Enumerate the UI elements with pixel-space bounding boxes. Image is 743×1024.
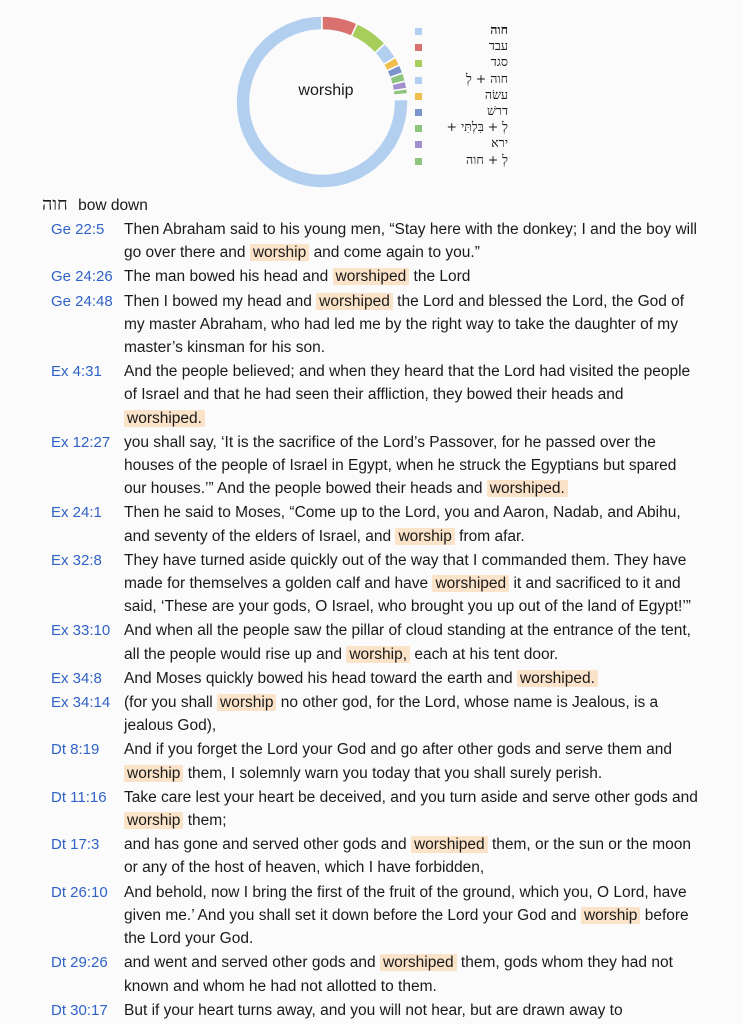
legend-item-2[interactable] [412, 54, 512, 70]
legend-swatch [415, 141, 422, 148]
verse-text-segment: it and sacrificed to it and said, ‘These are your gods, O Israel, who brought you up out of the land of Egypt!’” [124, 575, 691, 616]
verse-reference-link[interactable]: Ex 12:27 [51, 433, 111, 451]
legend-swatch [415, 109, 422, 116]
verse-text-segment: Then he said to Moses, “Come up to the Lord, you and Aaron, Nadab, and Abihu, and seventy of the elders of Israel, and [124, 504, 681, 545]
legend-label: עבד [488, 38, 508, 54]
legend-swatch [415, 44, 422, 51]
highlighted-term: worshiped [380, 954, 457, 971]
donut-center-label: worship [298, 82, 354, 99]
verse-text [124, 881, 702, 951]
verse-text [124, 265, 702, 288]
verse-reference-link[interactable]: Ge 24:48 [51, 292, 113, 310]
legend-item-8[interactable] [412, 152, 512, 168]
verse-row [0, 360, 743, 430]
verse-text-segment: the Lord [413, 268, 471, 286]
verse-reference-link[interactable]: Dt 26:10 [51, 883, 108, 901]
verse-text-segment: And Moses quickly bowed his head toward the earth and [124, 669, 513, 687]
verse-text [124, 738, 702, 784]
verse-text [124, 549, 702, 619]
lemma-hebrew: חוה [42, 194, 68, 215]
verse-reference-link[interactable]: Ex 32:8 [51, 551, 102, 569]
verse-row [0, 501, 743, 547]
verse-text [124, 290, 702, 360]
legend-label: סגד [490, 54, 508, 70]
legend-item-3[interactable] [412, 71, 512, 87]
verse-reference-link[interactable]: Ex 34:8 [51, 669, 102, 687]
highlighted-term: worship [581, 907, 640, 924]
verse-text-segment: And behold, now I bring the first of the fruit of the ground, which you, O Lord, have given me.’ And you shall set it down before the Lord your God and [124, 883, 687, 924]
verse-text [124, 360, 702, 430]
verse-text [124, 218, 702, 264]
verse-text-segment: Take care lest your heart be deceived, and you turn aside and serve other gods and [124, 788, 698, 806]
highlighted-term: worshiped. [124, 410, 205, 427]
legend-label: דרשׁ [486, 102, 508, 118]
verse-row [0, 218, 743, 264]
verse-text [124, 501, 702, 547]
verse-row [0, 881, 743, 951]
legend-label: חוה [490, 22, 508, 37]
verse-text-segment: you shall say, ‘It is the sacrifice of the Lord’s Passover, for he passed over the houses of the people of Israel in Egypt, when he struck the Egyptians but spared our houses.’” And the people bowed their heads and [124, 433, 677, 498]
verse-text-segment: the Lord and blessed the Lord, the God of my master Abraham, who had led me by the right way to take the daughter of my master’s kinsman for his son. [124, 292, 685, 357]
donut-slice-1[interactable] [322, 16, 357, 36]
legend-item-7[interactable] [412, 135, 512, 151]
chart-legend [412, 22, 512, 168]
verse-row [0, 431, 743, 501]
verse-row [0, 951, 743, 997]
verse-text-segment: Then Abraham said to his young men, “Stay here with the donkey; I and the boy will go over there and [124, 221, 697, 262]
legend-swatch [415, 125, 422, 132]
lemma-section-header [42, 194, 148, 216]
highlighted-term: worshiped [333, 268, 410, 285]
highlighted-term: worship [124, 765, 183, 782]
verse-reference-link[interactable]: Ex 24:1 [51, 504, 102, 522]
legend-label: לְ + חוה [465, 151, 508, 167]
verse-text [124, 691, 702, 737]
verse-text-segment: They have turned aside quickly out of the way that I commanded them. They have made for themselves a golden calf and have [124, 551, 687, 593]
verse-text-segment: (for you shall [124, 694, 213, 712]
verse-reference-link[interactable]: Ex 4:31 [51, 363, 102, 381]
legend-label: חוה + לְ [465, 70, 508, 86]
legend-item-0[interactable] [412, 22, 512, 38]
highlighted-term: worship [217, 694, 276, 711]
verse-reference-link[interactable]: Ex 34:14 [51, 694, 111, 712]
verse-text-segment: and come again to you.” [313, 244, 480, 262]
verse-text-segment: before the Lord your God. [124, 906, 689, 948]
verse-text-segment: Then I bowed my head and [124, 292, 312, 310]
legend-item-1[interactable] [412, 38, 512, 54]
verse-text-segment: no other god, for the Lord, whose name is Jealous, is a jealous God), [124, 694, 659, 735]
verse-reference-link[interactable]: Dt 30:17 [51, 1001, 108, 1019]
verse-reference-link[interactable]: Dt 8:19 [51, 741, 100, 759]
verse-reference-link[interactable]: Dt 29:26 [51, 954, 108, 972]
highlighted-term: worship, [346, 646, 410, 663]
highlighted-term: worshiped [316, 293, 393, 310]
legend-label: עשׂה [484, 86, 508, 102]
usage-chart [0, 0, 743, 192]
legend-item-6[interactable] [412, 119, 512, 135]
legend-swatch [415, 93, 422, 100]
highlighted-term: worshiped. [517, 670, 598, 687]
highlighted-term: worshiped [411, 836, 488, 853]
verse-text-segment: And the people believed; and when they heard that the Lord had visited the people of Israel and that he had seen their affliction, they bowed their heads and [124, 363, 691, 404]
legend-label: לְ + בִּלְתִּי + [446, 119, 508, 135]
verse-text [124, 786, 702, 832]
verse-text [124, 667, 702, 690]
verse-text-segment: and went and served other gods and [124, 954, 376, 972]
legend-item-5[interactable] [412, 103, 512, 119]
verse-row [0, 833, 743, 879]
verse-row [0, 619, 743, 665]
highlighted-term: worshiped. [487, 480, 568, 497]
lemma-gloss: bow down [78, 197, 148, 214]
verse-text-segment: and has gone and served other gods and [124, 836, 407, 854]
verse-text [124, 619, 702, 665]
verse-reference-link[interactable]: Ge 24:26 [51, 268, 113, 286]
verse-list [0, 218, 743, 1023]
legend-label: ירא [491, 135, 508, 151]
verse-row [0, 667, 743, 690]
usage-donut-chart [236, 16, 408, 188]
verse-row [0, 738, 743, 784]
verse-text [124, 431, 702, 501]
verse-reference-link[interactable]: Ge 22:5 [51, 221, 105, 238]
highlighted-term: worshiped [432, 575, 509, 592]
legend-swatch [415, 28, 422, 35]
verse-row [0, 290, 743, 360]
verse-reference-link[interactable]: Dt 11:16 [51, 788, 107, 806]
highlighted-term: worship [124, 812, 183, 829]
verse-text [124, 951, 702, 997]
verse-reference-link[interactable]: Ex 33:10 [51, 622, 111, 640]
legend-swatch [415, 60, 422, 67]
verse-text-segment: each at his tent door. [414, 645, 559, 663]
verse-text-segment: them; [187, 812, 227, 830]
verse-text [124, 833, 702, 879]
legend-swatch [415, 158, 422, 165]
verse-text-segment: them, gods whom they had not known and whom he had not allotted to them. [124, 954, 673, 995]
legend-item-4[interactable] [412, 87, 512, 103]
verse-reference-link[interactable]: Dt 17:3 [51, 836, 100, 854]
verse-row [0, 691, 743, 737]
verse-text-segment: And when all the people saw the pillar of cloud standing at the entrance of the tent, all the people would rise up and [124, 622, 691, 663]
verse-text-segment: them, or the sun or the moon or any of the host of heaven, which I have forbidden, [124, 836, 691, 877]
legend-swatch [415, 77, 422, 84]
highlighted-term: worship [395, 528, 454, 545]
verse-text-segment: from afar. [459, 527, 525, 545]
verse-text-segment: But if your heart turns away, and you will not hear, but are drawn away to [124, 1001, 623, 1019]
verse-row [0, 999, 743, 1022]
verse-text-segment: The man bowed his head and [124, 268, 329, 286]
highlighted-term: worship [250, 244, 309, 261]
verse-row [0, 786, 743, 832]
verse-row [0, 265, 743, 288]
verse-row [0, 549, 743, 619]
verse-text [124, 999, 702, 1022]
verse-text-segment: And if you forget the Lord your God and go after other gods and serve them and [124, 741, 673, 759]
verse-text-segment: them, I solemnly warn you today that you shall surely perish. [187, 764, 603, 782]
